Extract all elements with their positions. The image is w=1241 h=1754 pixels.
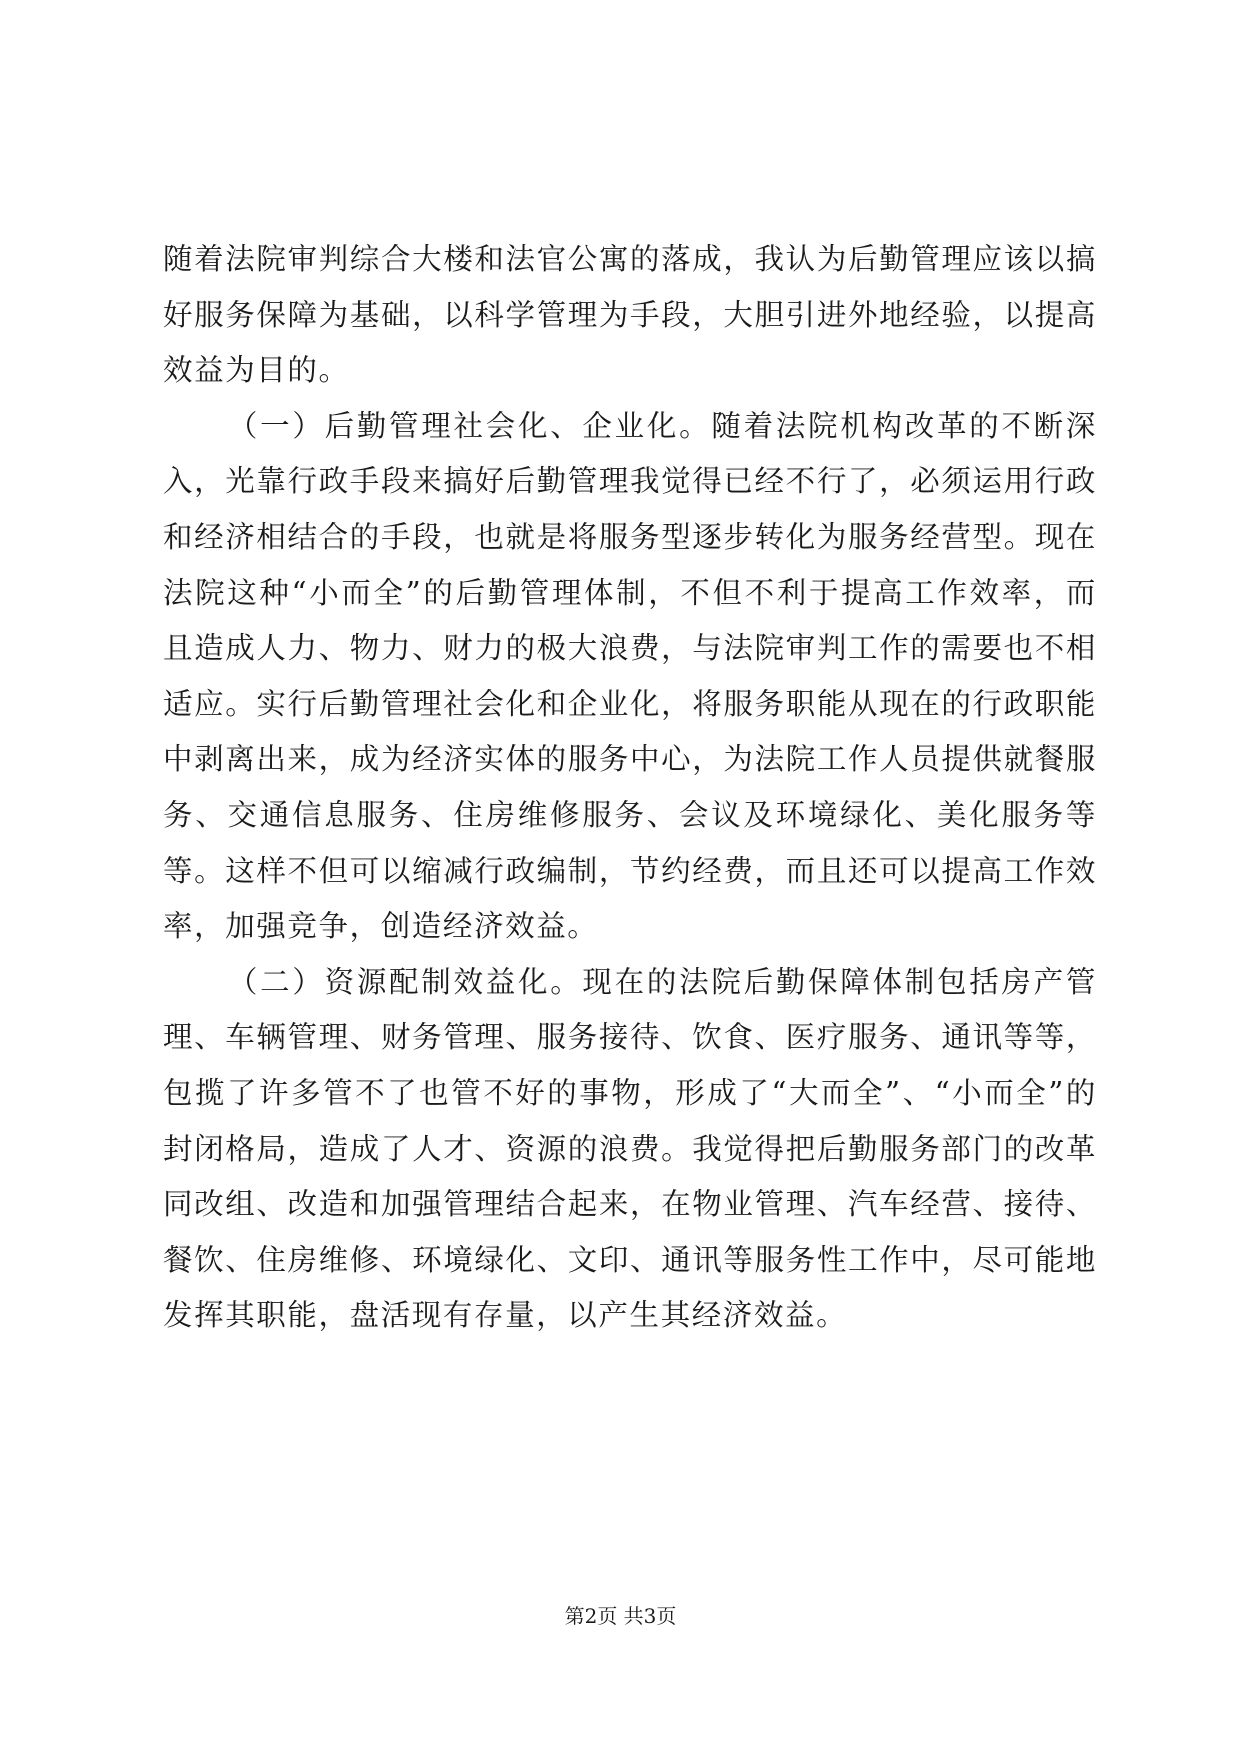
paragraph-section-one: （一）后勤管理社会化、企业化。随着法院机构改革的不断深入，光靠行政手段来搞好后勤管理我觉得已经不行了，必须运用行政和经济相结合的手段，也就是将服务型逐步转化为服务经营型。现在法院这种“小而全”的后勤管理体制，不但不利于提高工作效率，而且造成人力、物力、财力的极大浪费，与法院审判工作的需要也不相适应。实行后勤管理社会化和企业化，将服务职能从现在的行政职能中剥离出来，成为经济实体的服务中心，为法院工作人员提供就餐服务、交通信息服务、住房维修服务、会议及环境绿化、美化服务等等。这样不但可以缩减行政编制，节约经费，而且还可以提高工作效率，加强竞争，创造经济效益。	[163, 408, 1097, 944]
page-number: 第2页 共3页	[564, 1604, 677, 1628]
document-body	[163, 232, 1097, 1344]
paragraph-intro: 随着法院审判综合大楼和法官公寓的落成，我认为后勤管理应该以搞好服务保障为基础，以科学管理为手段，大胆引进外地经验，以提高效益为目的。	[163, 242, 1097, 388]
paragraph-section-two: （二）资源配制效益化。现在的法院后勤保障体制包括房产管理、车辆管理、财务管理、服务接待、饮食、医疗服务、通讯等等，包揽了许多管不了也管不好的事物，形成了“大而全”、“小而全”的封闭格局，造成了人才、资源的浪费。我觉得把后勤服务部门的改革同改组、改造和加强管理结合起来，在物业管理、汽车经营、接待、餐饮、住房维修、环境绿化、文印、通讯等服务性工作中，尽可能地发挥其职能，盘活现有存量，以产生其经济效益。	[163, 964, 1097, 1333]
page-footer	[0, 1604, 1241, 1628]
